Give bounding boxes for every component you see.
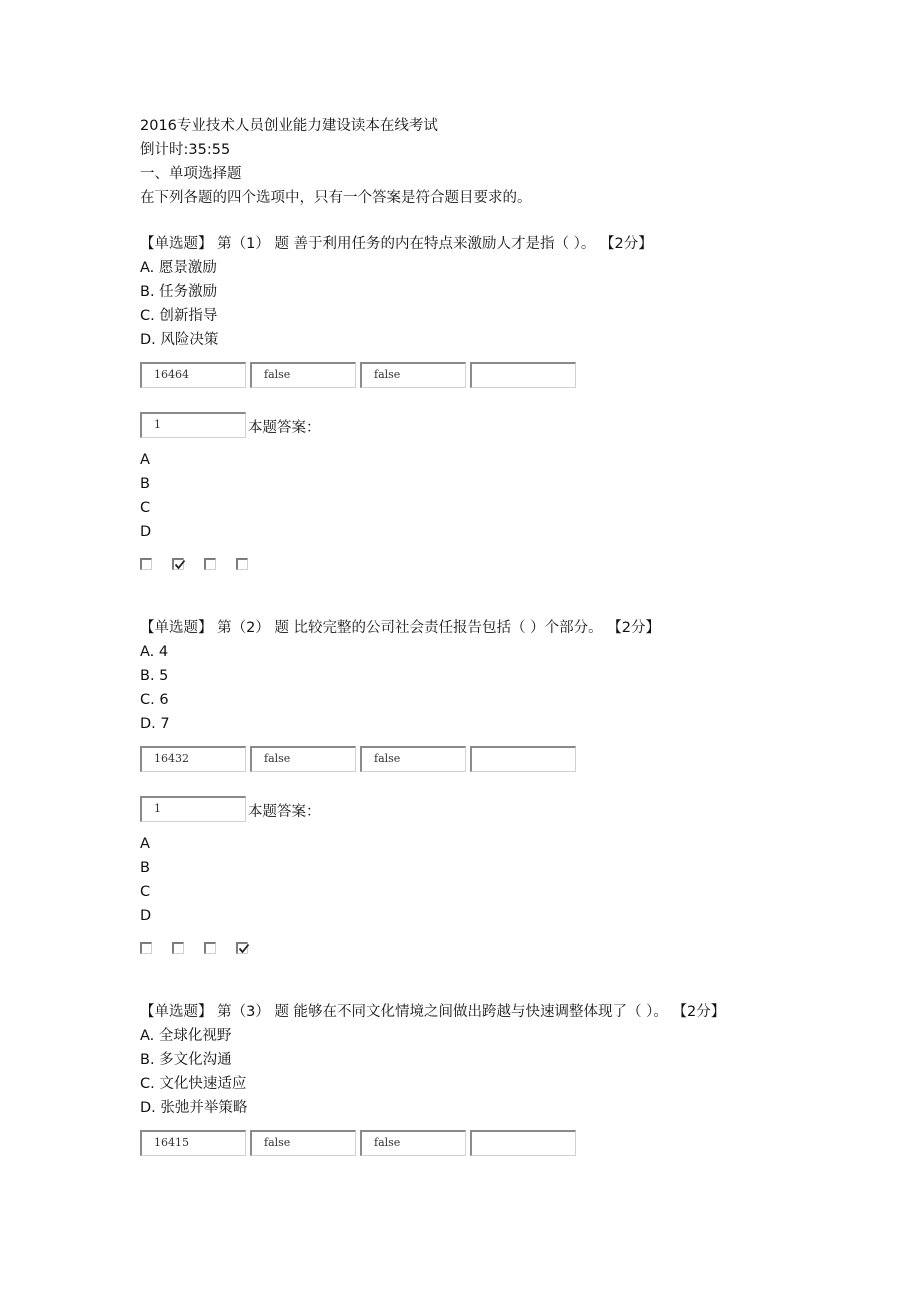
question-2: [140, 616, 800, 958]
section-heading: 一、单项选择题: [140, 166, 242, 182]
question-stem: 【单选题】 第（1） 题 善于利用任务的内在特点来激励人才是指（ ）。 【2分】: [140, 236, 653, 252]
answer-count-field[interactable]: 1: [140, 796, 246, 822]
answer-label: 本题答案：: [248, 420, 321, 436]
option-a: A. 4: [140, 644, 169, 660]
empty-field[interactable]: [470, 362, 576, 388]
flag-field-2[interactable]: false: [360, 746, 466, 772]
question-id-field[interactable]: 16432: [140, 746, 246, 772]
answer-row: [140, 795, 800, 822]
answer-count-field[interactable]: 1: [140, 412, 246, 438]
hidden-fields-row: [140, 362, 800, 389]
option-d: D. 风险决策: [140, 332, 219, 348]
option-b: B. 任务激励: [140, 284, 218, 300]
checkbox-d[interactable]: [236, 558, 248, 570]
option-c: C. 文化快速适应: [140, 1076, 247, 1092]
hidden-fields-row: [140, 1130, 800, 1157]
answer-letter-c: C: [140, 884, 151, 900]
hidden-fields-row: [140, 746, 800, 773]
checkbox-a[interactable]: [140, 558, 152, 570]
option-c: C. 创新指导: [140, 308, 218, 324]
flag-field-1[interactable]: false: [250, 362, 356, 388]
empty-field[interactable]: [470, 1130, 576, 1156]
answer-letter-a: A: [140, 452, 150, 468]
flag-field-1[interactable]: false: [250, 1130, 356, 1156]
option-c: C. 6: [140, 692, 169, 708]
question-id-field[interactable]: 16415: [140, 1130, 246, 1156]
answer-letter-b: B: [140, 476, 150, 492]
answer-checkboxes: [140, 558, 800, 574]
option-a: A. 愿景激励: [140, 260, 217, 276]
option-d: D. 张弛并举策略: [140, 1100, 248, 1116]
checkbox-c[interactable]: [204, 558, 216, 570]
question-3: [140, 1000, 800, 1157]
question-1: [140, 232, 800, 574]
checkbox-a[interactable]: [140, 942, 152, 954]
option-b: B. 多文化沟通: [140, 1052, 232, 1068]
question-stem: 【单选题】 第（3） 题 能够在不同文化情境之间做出跨越与快速调整体现了（ ）。 【2分】: [140, 1004, 726, 1020]
countdown-timer: 倒计时:35:55: [140, 142, 231, 158]
question-id-field[interactable]: 16464: [140, 362, 246, 388]
answer-letter-d: D: [140, 524, 152, 540]
checkbox-b[interactable]: [172, 558, 184, 570]
empty-field[interactable]: [470, 746, 576, 772]
flag-field-2[interactable]: false: [360, 1130, 466, 1156]
checkbox-c[interactable]: [204, 942, 216, 954]
answer-label: 本题答案：: [248, 804, 321, 820]
checkbox-d[interactable]: [236, 942, 248, 954]
option-a: A. 全球化视野: [140, 1028, 232, 1044]
checkbox-b[interactable]: [172, 942, 184, 954]
option-d: D. 7: [140, 716, 170, 732]
answer-letter-d: D: [140, 908, 152, 924]
checkmark-icon: [174, 559, 186, 571]
flag-field-2[interactable]: false: [360, 362, 466, 388]
option-b: B. 5: [140, 668, 169, 684]
answer-letter-b: B: [140, 860, 150, 876]
exam-page: [140, 114, 800, 1157]
flag-field-1[interactable]: false: [250, 746, 356, 772]
checkmark-icon: [238, 943, 250, 955]
question-stem: 【单选题】 第（2） 题 比较完整的公司社会责任报告包括（ ）个部分。 【2分】: [140, 620, 660, 636]
exam-title: 2016专业技术人员创业能力建设读本在线考试: [140, 118, 438, 134]
section-instruction: 在下列各题的四个选项中，只有一个答案是符合题目要求的。: [140, 190, 532, 206]
answer-row: [140, 411, 800, 438]
answer-checkboxes: [140, 942, 800, 958]
answer-letter-c: C: [140, 500, 151, 516]
answer-letter-a: A: [140, 836, 150, 852]
